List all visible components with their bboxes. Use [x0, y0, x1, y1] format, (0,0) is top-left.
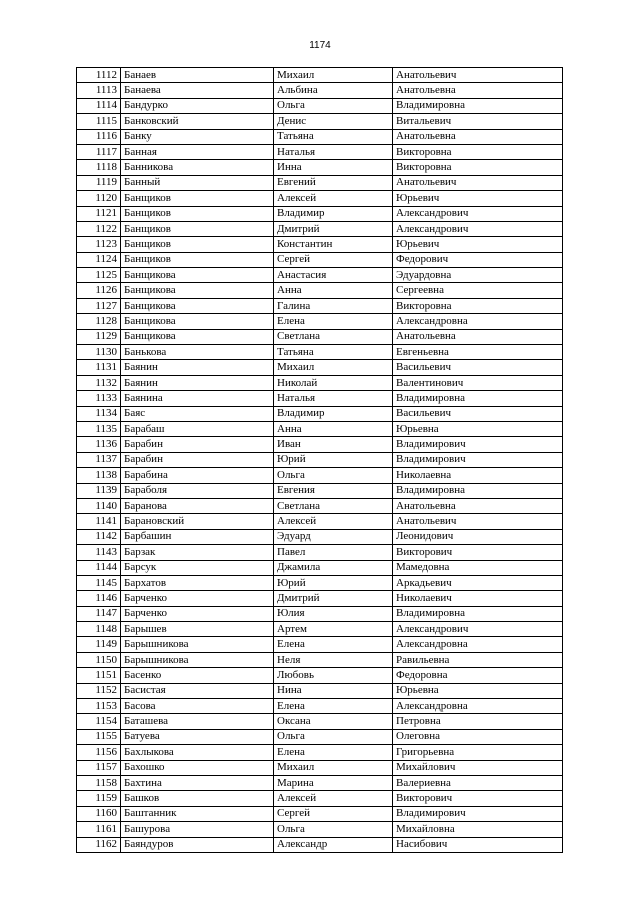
table-row: [77, 421, 563, 436]
patronymic-cell: Викторович: [393, 545, 563, 560]
row-number: 1143: [77, 545, 121, 560]
row-number: 1157: [77, 760, 121, 775]
patronymic-cell: Александрович: [393, 622, 563, 637]
row-number: 1132: [77, 375, 121, 390]
surname-cell: Банщикова: [121, 283, 274, 298]
surname-cell: Барановский: [121, 514, 274, 529]
surname-cell: Барченко: [121, 606, 274, 621]
first-name-cell: Наталья: [274, 391, 393, 406]
row-number: 1139: [77, 483, 121, 498]
row-number: 1140: [77, 498, 121, 513]
first-name-cell: Юлия: [274, 606, 393, 621]
names-table-body: [77, 68, 563, 853]
table-row: [77, 729, 563, 744]
surname-cell: Бахлыкова: [121, 745, 274, 760]
table-row: [77, 206, 563, 221]
patronymic-cell: Евгеньевна: [393, 345, 563, 360]
table-row: [77, 175, 563, 190]
row-number: 1124: [77, 252, 121, 267]
surname-cell: Баташева: [121, 714, 274, 729]
patronymic-cell: Александрович: [393, 221, 563, 236]
first-name-cell: Елена: [274, 314, 393, 329]
table-row: [77, 760, 563, 775]
first-name-cell: Любовь: [274, 668, 393, 683]
patronymic-cell: Михайлович: [393, 760, 563, 775]
surname-cell: Баранова: [121, 498, 274, 513]
table-row: [77, 298, 563, 313]
row-number: 1156: [77, 745, 121, 760]
row-number: 1152: [77, 683, 121, 698]
row-number: 1141: [77, 514, 121, 529]
row-number: 1146: [77, 591, 121, 606]
first-name-cell: Дмитрий: [274, 591, 393, 606]
patronymic-cell: Владимирович: [393, 806, 563, 821]
table-row: [77, 406, 563, 421]
table-row: [77, 668, 563, 683]
patronymic-cell: Викторовна: [393, 144, 563, 159]
first-name-cell: Наталья: [274, 144, 393, 159]
first-name-cell: Ольга: [274, 468, 393, 483]
table-row: [77, 129, 563, 144]
first-name-cell: Алексей: [274, 191, 393, 206]
patronymic-cell: Валериевна: [393, 775, 563, 790]
first-name-cell: Ольга: [274, 729, 393, 744]
surname-cell: Барбашин: [121, 529, 274, 544]
first-name-cell: Елена: [274, 745, 393, 760]
first-name-cell: Владимир: [274, 206, 393, 221]
first-name-cell: Иван: [274, 437, 393, 452]
patronymic-cell: Васильевич: [393, 406, 563, 421]
table-row: [77, 637, 563, 652]
patronymic-cell: Александровна: [393, 637, 563, 652]
row-number: 1136: [77, 437, 121, 452]
first-name-cell: Дмитрий: [274, 221, 393, 236]
row-number: 1149: [77, 637, 121, 652]
row-number: 1133: [77, 391, 121, 406]
surname-cell: Банщиков: [121, 206, 274, 221]
row-number: 1126: [77, 283, 121, 298]
table-row: [77, 437, 563, 452]
row-number: 1153: [77, 699, 121, 714]
patronymic-cell: Владимировна: [393, 483, 563, 498]
first-name-cell: Павел: [274, 545, 393, 560]
patronymic-cell: Анатольевна: [393, 498, 563, 513]
first-name-cell: Татьяна: [274, 345, 393, 360]
row-number: 1131: [77, 360, 121, 375]
surname-cell: Банный: [121, 175, 274, 190]
table-row: [77, 775, 563, 790]
table-row: [77, 329, 563, 344]
first-name-cell: Марина: [274, 775, 393, 790]
patronymic-cell: Николаевна: [393, 468, 563, 483]
first-name-cell: Анастасия: [274, 268, 393, 283]
table-row: [77, 98, 563, 113]
patronymic-cell: Николаевич: [393, 591, 563, 606]
first-name-cell: Инна: [274, 160, 393, 175]
first-name-cell: Михаил: [274, 68, 393, 83]
patronymic-cell: Владимировна: [393, 391, 563, 406]
patronymic-cell: Сергеевна: [393, 283, 563, 298]
first-name-cell: Евгения: [274, 483, 393, 498]
patronymic-cell: Федоровна: [393, 668, 563, 683]
table-row: [77, 514, 563, 529]
table-row: [77, 591, 563, 606]
first-name-cell: Эдуард: [274, 529, 393, 544]
patronymic-cell: Насибович: [393, 837, 563, 852]
row-number: 1142: [77, 529, 121, 544]
patronymic-cell: Анатольевна: [393, 129, 563, 144]
patronymic-cell: Петровна: [393, 714, 563, 729]
first-name-cell: Алексей: [274, 791, 393, 806]
surname-cell: Барабин: [121, 452, 274, 467]
surname-cell: Башурова: [121, 822, 274, 837]
table-row: [77, 560, 563, 575]
first-name-cell: Галина: [274, 298, 393, 313]
table-row: [77, 606, 563, 621]
row-number: 1162: [77, 837, 121, 852]
table-row: [77, 314, 563, 329]
first-name-cell: Александр: [274, 837, 393, 852]
surname-cell: Банщиков: [121, 191, 274, 206]
table-row: [77, 683, 563, 698]
table-row: [77, 837, 563, 852]
patronymic-cell: Анатольевна: [393, 83, 563, 98]
row-number: 1123: [77, 237, 121, 252]
surname-cell: Баяс: [121, 406, 274, 421]
row-number: 1122: [77, 221, 121, 236]
row-number: 1158: [77, 775, 121, 790]
row-number: 1125: [77, 268, 121, 283]
patronymic-cell: Владимирович: [393, 437, 563, 452]
table-row: [77, 144, 563, 159]
table-row: [77, 575, 563, 590]
first-name-cell: Михаил: [274, 360, 393, 375]
patronymic-cell: Владимировна: [393, 606, 563, 621]
patronymic-cell: Владимировна: [393, 98, 563, 113]
row-number: 1128: [77, 314, 121, 329]
table-row: [77, 452, 563, 467]
first-name-cell: Михаил: [274, 760, 393, 775]
patronymic-cell: Анатольевна: [393, 329, 563, 344]
table-row: [77, 806, 563, 821]
first-name-cell: Татьяна: [274, 129, 393, 144]
table-row: [77, 191, 563, 206]
surname-cell: Банаев: [121, 68, 274, 83]
table-row: [77, 652, 563, 667]
first-name-cell: Артем: [274, 622, 393, 637]
surname-cell: Банная: [121, 144, 274, 159]
table-row: [77, 268, 563, 283]
row-number: 1118: [77, 160, 121, 175]
row-number: 1120: [77, 191, 121, 206]
surname-cell: Баянин: [121, 360, 274, 375]
table-row: [77, 714, 563, 729]
first-name-cell: Алексей: [274, 514, 393, 529]
surname-cell: Банщикова: [121, 329, 274, 344]
patronymic-cell: Федорович: [393, 252, 563, 267]
table-row: [77, 622, 563, 637]
table-row: [77, 83, 563, 98]
row-number: 1155: [77, 729, 121, 744]
row-number: 1114: [77, 98, 121, 113]
surname-cell: Банщикова: [121, 268, 274, 283]
surname-cell: Баяндуров: [121, 837, 274, 852]
surname-cell: Барышев: [121, 622, 274, 637]
surname-cell: Барышникова: [121, 637, 274, 652]
surname-cell: Баштанник: [121, 806, 274, 821]
row-number: 1135: [77, 421, 121, 436]
first-name-cell: Юрий: [274, 575, 393, 590]
patronymic-cell: Равильевна: [393, 652, 563, 667]
row-number: 1159: [77, 791, 121, 806]
table-row: [77, 160, 563, 175]
first-name-cell: Николай: [274, 375, 393, 390]
patronymic-cell: Викторовна: [393, 160, 563, 175]
patronymic-cell: Мамедовна: [393, 560, 563, 575]
patronymic-cell: Аркадьевич: [393, 575, 563, 590]
first-name-cell: Альбина: [274, 83, 393, 98]
patronymic-cell: Леонидович: [393, 529, 563, 544]
first-name-cell: Оксана: [274, 714, 393, 729]
table-row: [77, 114, 563, 129]
surname-cell: Барабаш: [121, 421, 274, 436]
row-number: 1151: [77, 668, 121, 683]
surname-cell: Басова: [121, 699, 274, 714]
patronymic-cell: Витальевич: [393, 114, 563, 129]
patronymic-cell: Михайловна: [393, 822, 563, 837]
row-number: 1161: [77, 822, 121, 837]
first-name-cell: Ольга: [274, 822, 393, 837]
table-row: [77, 468, 563, 483]
row-number: 1145: [77, 575, 121, 590]
patronymic-cell: Анатольевич: [393, 514, 563, 529]
row-number: 1150: [77, 652, 121, 667]
table-row: [77, 545, 563, 560]
surname-cell: Банку: [121, 129, 274, 144]
first-name-cell: Светлана: [274, 329, 393, 344]
first-name-cell: Сергей: [274, 252, 393, 267]
patronymic-cell: Александровна: [393, 314, 563, 329]
patronymic-cell: Григорьевна: [393, 745, 563, 760]
surname-cell: Банковский: [121, 114, 274, 129]
surname-cell: Баянина: [121, 391, 274, 406]
surname-cell: Банщиков: [121, 252, 274, 267]
first-name-cell: Елена: [274, 637, 393, 652]
row-number: 1115: [77, 114, 121, 129]
table-row: [77, 822, 563, 837]
table-row: [77, 745, 563, 760]
patronymic-cell: Юрьевич: [393, 237, 563, 252]
table-row: [77, 391, 563, 406]
row-number: 1134: [77, 406, 121, 421]
patronymic-cell: Олеговна: [393, 729, 563, 744]
surname-cell: Барзак: [121, 545, 274, 560]
patronymic-cell: Викторовна: [393, 298, 563, 313]
names-table: [76, 67, 563, 853]
first-name-cell: Анна: [274, 283, 393, 298]
surname-cell: Бархатов: [121, 575, 274, 590]
row-number: 1127: [77, 298, 121, 313]
surname-cell: Бахошко: [121, 760, 274, 775]
first-name-cell: Юрий: [274, 452, 393, 467]
row-number: 1154: [77, 714, 121, 729]
surname-cell: Баянин: [121, 375, 274, 390]
first-name-cell: Анна: [274, 421, 393, 436]
surname-cell: Банщиков: [121, 237, 274, 252]
patronymic-cell: Александрович: [393, 206, 563, 221]
patronymic-cell: Эдуардовна: [393, 268, 563, 283]
row-number: 1112: [77, 68, 121, 83]
surname-cell: Банаева: [121, 83, 274, 98]
table-row: [77, 791, 563, 806]
table-row: [77, 483, 563, 498]
table-row: [77, 345, 563, 360]
table-row: [77, 360, 563, 375]
row-number: 1144: [77, 560, 121, 575]
row-number: 1113: [77, 83, 121, 98]
page-number: 1174: [309, 40, 331, 51]
patronymic-cell: Валентинович: [393, 375, 563, 390]
patronymic-cell: Викторович: [393, 791, 563, 806]
first-name-cell: Евгений: [274, 175, 393, 190]
table-row: [77, 283, 563, 298]
patronymic-cell: Александровна: [393, 699, 563, 714]
row-number: 1116: [77, 129, 121, 144]
patronymic-cell: Юрьевна: [393, 683, 563, 698]
table-row: [77, 699, 563, 714]
surname-cell: Басистая: [121, 683, 274, 698]
table-row: [77, 221, 563, 236]
surname-cell: Барабин: [121, 437, 274, 452]
first-name-cell: Константин: [274, 237, 393, 252]
first-name-cell: Неля: [274, 652, 393, 667]
table-row: [77, 498, 563, 513]
first-name-cell: Елена: [274, 699, 393, 714]
table-row: [77, 375, 563, 390]
surname-cell: Батуева: [121, 729, 274, 744]
table-row: [77, 237, 563, 252]
surname-cell: Барабина: [121, 468, 274, 483]
surname-cell: Басенко: [121, 668, 274, 683]
first-name-cell: Денис: [274, 114, 393, 129]
surname-cell: Барченко: [121, 591, 274, 606]
patronymic-cell: Юрьевич: [393, 191, 563, 206]
row-number: 1137: [77, 452, 121, 467]
row-number: 1147: [77, 606, 121, 621]
row-number: 1160: [77, 806, 121, 821]
patronymic-cell: Анатольевич: [393, 68, 563, 83]
first-name-cell: Нина: [274, 683, 393, 698]
first-name-cell: Ольга: [274, 98, 393, 113]
row-number: 1130: [77, 345, 121, 360]
surname-cell: Барышникова: [121, 652, 274, 667]
patronymic-cell: Васильевич: [393, 360, 563, 375]
row-number: 1148: [77, 622, 121, 637]
first-name-cell: Сергей: [274, 806, 393, 821]
surname-cell: Банщикова: [121, 298, 274, 313]
surname-cell: Барсук: [121, 560, 274, 575]
surname-cell: Банькова: [121, 345, 274, 360]
surname-cell: Банникова: [121, 160, 274, 175]
surname-cell: Банщиков: [121, 221, 274, 236]
row-number: 1121: [77, 206, 121, 221]
row-number: 1138: [77, 468, 121, 483]
surname-cell: Бахтина: [121, 775, 274, 790]
surname-cell: Башков: [121, 791, 274, 806]
first-name-cell: Светлана: [274, 498, 393, 513]
table-row: [77, 529, 563, 544]
surname-cell: Бараболя: [121, 483, 274, 498]
surname-cell: Банщикова: [121, 314, 274, 329]
table-row: [77, 252, 563, 267]
surname-cell: Бандурко: [121, 98, 274, 113]
first-name-cell: Владимир: [274, 406, 393, 421]
row-number: 1129: [77, 329, 121, 344]
row-number: 1117: [77, 144, 121, 159]
row-number: 1119: [77, 175, 121, 190]
patronymic-cell: Анатольевич: [393, 175, 563, 190]
table-row: [77, 68, 563, 83]
patronymic-cell: Владимирович: [393, 452, 563, 467]
patronymic-cell: Юрьевна: [393, 421, 563, 436]
first-name-cell: Джамила: [274, 560, 393, 575]
